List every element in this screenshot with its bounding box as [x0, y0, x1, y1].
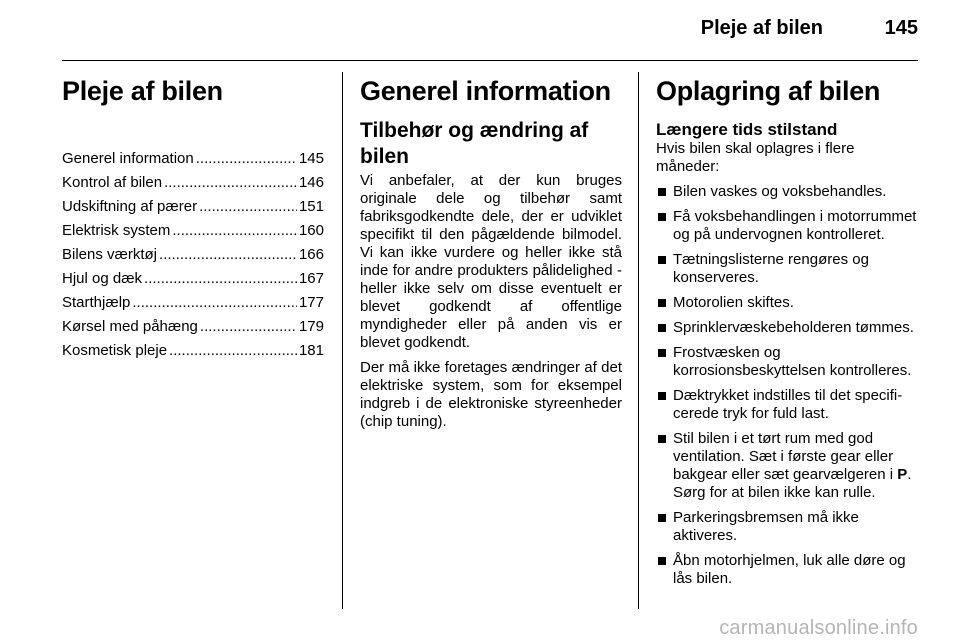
- section-title: Generel information: [360, 76, 611, 106]
- general-info-column: [360, 72, 622, 438]
- storage-column: [656, 72, 920, 595]
- toc-entry[interactable]: [62, 270, 324, 294]
- toc-entry[interactable]: [62, 174, 324, 198]
- toc-entry[interactable]: [62, 222, 324, 246]
- table-of-contents: [62, 150, 324, 366]
- list-item: Tætningslisterne rengøres og konserveres.: [656, 251, 920, 287]
- toc-label: Elektrisk system: [62, 222, 171, 239]
- column-divider: [638, 72, 639, 609]
- list-item: Parkeringsbremsen må ikke aktiveres.: [656, 509, 920, 545]
- list-item: Få voksbehandlingen i motorrummet og på undervognen kontrolleret.: [656, 208, 920, 244]
- toc-leader: [200, 318, 297, 336]
- toc-page: 177: [298, 294, 324, 311]
- toc-entry[interactable]: [62, 150, 324, 174]
- toc-leader: [196, 150, 297, 168]
- chapter-title: Pleje af bilen: [62, 76, 223, 106]
- toc-page: 160: [298, 222, 324, 239]
- toc-column: [62, 72, 324, 366]
- running-title: Pleje af bilen: [700, 17, 823, 39]
- page-header: [62, 0, 918, 61]
- toc-page: 151: [298, 198, 324, 215]
- subsection-title: Længere tids stilstand: [656, 120, 838, 139]
- toc-page: 181: [298, 342, 324, 359]
- list-item: Frostvæsken og korrosionsbeskyttelsen kontrolleres.: [656, 344, 920, 380]
- body-paragraph: Der må ikke foretages ændringer af det elektriske system, som for eksempel indgreb i de elektroniske styreenheder (chip tuning).: [360, 359, 622, 430]
- toc-page: 146: [298, 174, 324, 191]
- toc-page: 179: [298, 318, 324, 335]
- toc-label: Generel information: [62, 150, 194, 167]
- page-number: 145: [884, 17, 918, 39]
- toc-entry[interactable]: [62, 318, 324, 342]
- toc-leader: [199, 198, 297, 216]
- toc-leader: [132, 294, 297, 312]
- toc-label: Kosmetisk pleje: [62, 342, 168, 359]
- subsection-title: Tilbehør og ændring af bilen: [360, 119, 589, 168]
- toc-label: Kontrol af bilen: [62, 174, 163, 191]
- toc-leader: [172, 222, 297, 240]
- list-item: Sprinklervæskebeholderen tømmes.: [656, 319, 920, 337]
- toc-label: Hjul og dæk: [62, 270, 143, 287]
- gear-position-label: P: [897, 466, 908, 483]
- toc-label: Kørsel med påhæng: [62, 318, 198, 335]
- list-item: Åbn motorhjelmen, luk alle døre og lås bilen.: [656, 552, 920, 588]
- toc-entry[interactable]: [62, 198, 324, 222]
- toc-label: Udskiftning af pærer: [62, 198, 198, 215]
- list-item-text: . Sørg for at bilen ikke kan rulle.: [673, 466, 912, 501]
- toc-page: 145: [298, 150, 324, 167]
- list-item: Motorolien skiftes.: [656, 294, 920, 312]
- toc-page: 167: [298, 270, 324, 287]
- list-item: Dæktrykket indstilles til det specificerede tryk for fuld last.: [656, 387, 920, 423]
- toc-leader: [159, 246, 297, 264]
- toc-leader: [144, 270, 297, 288]
- toc-entry[interactable]: [62, 246, 324, 270]
- list-item: [656, 430, 920, 502]
- list-item: Bilen vaskes og voksbehandles.: [656, 183, 920, 201]
- toc-label: Bilens værktøj: [62, 246, 158, 263]
- list-item-text: Stil bilen i et tørt rum med god ventilation. Sæt i første gear eller bakgear eller sæt gearvælgeren i: [673, 430, 898, 483]
- section-title: Oplagring af bilen: [656, 76, 881, 106]
- toc-entry[interactable]: [62, 342, 324, 366]
- body-paragraph: Vi anbefaler, at der kun bruges originale dele og tilbehør samt fabriksgodkendte dele, der er udviklet specifikt til den pågældende bilmodel. Vi kan ikke vurdere og heller ikke stå inde for andre produkters pålidelighed - heller ikke selv om disse eventuelt er blevet godkendt af offentlige myndigheder eller på anden vis er blevet godkendt.: [360, 172, 622, 351]
- toc-page: 166: [298, 246, 324, 263]
- storage-checklist: [656, 183, 920, 588]
- column-divider: [342, 72, 343, 609]
- toc-entry[interactable]: [62, 294, 324, 318]
- toc-leader: [169, 342, 297, 360]
- intro-paragraph: Hvis bilen skal oplagres i flere måneder:: [656, 140, 855, 175]
- watermark: carmanualsonline.info: [719, 617, 918, 639]
- toc-label: Starthjælp: [62, 294, 131, 311]
- toc-leader: [164, 174, 297, 192]
